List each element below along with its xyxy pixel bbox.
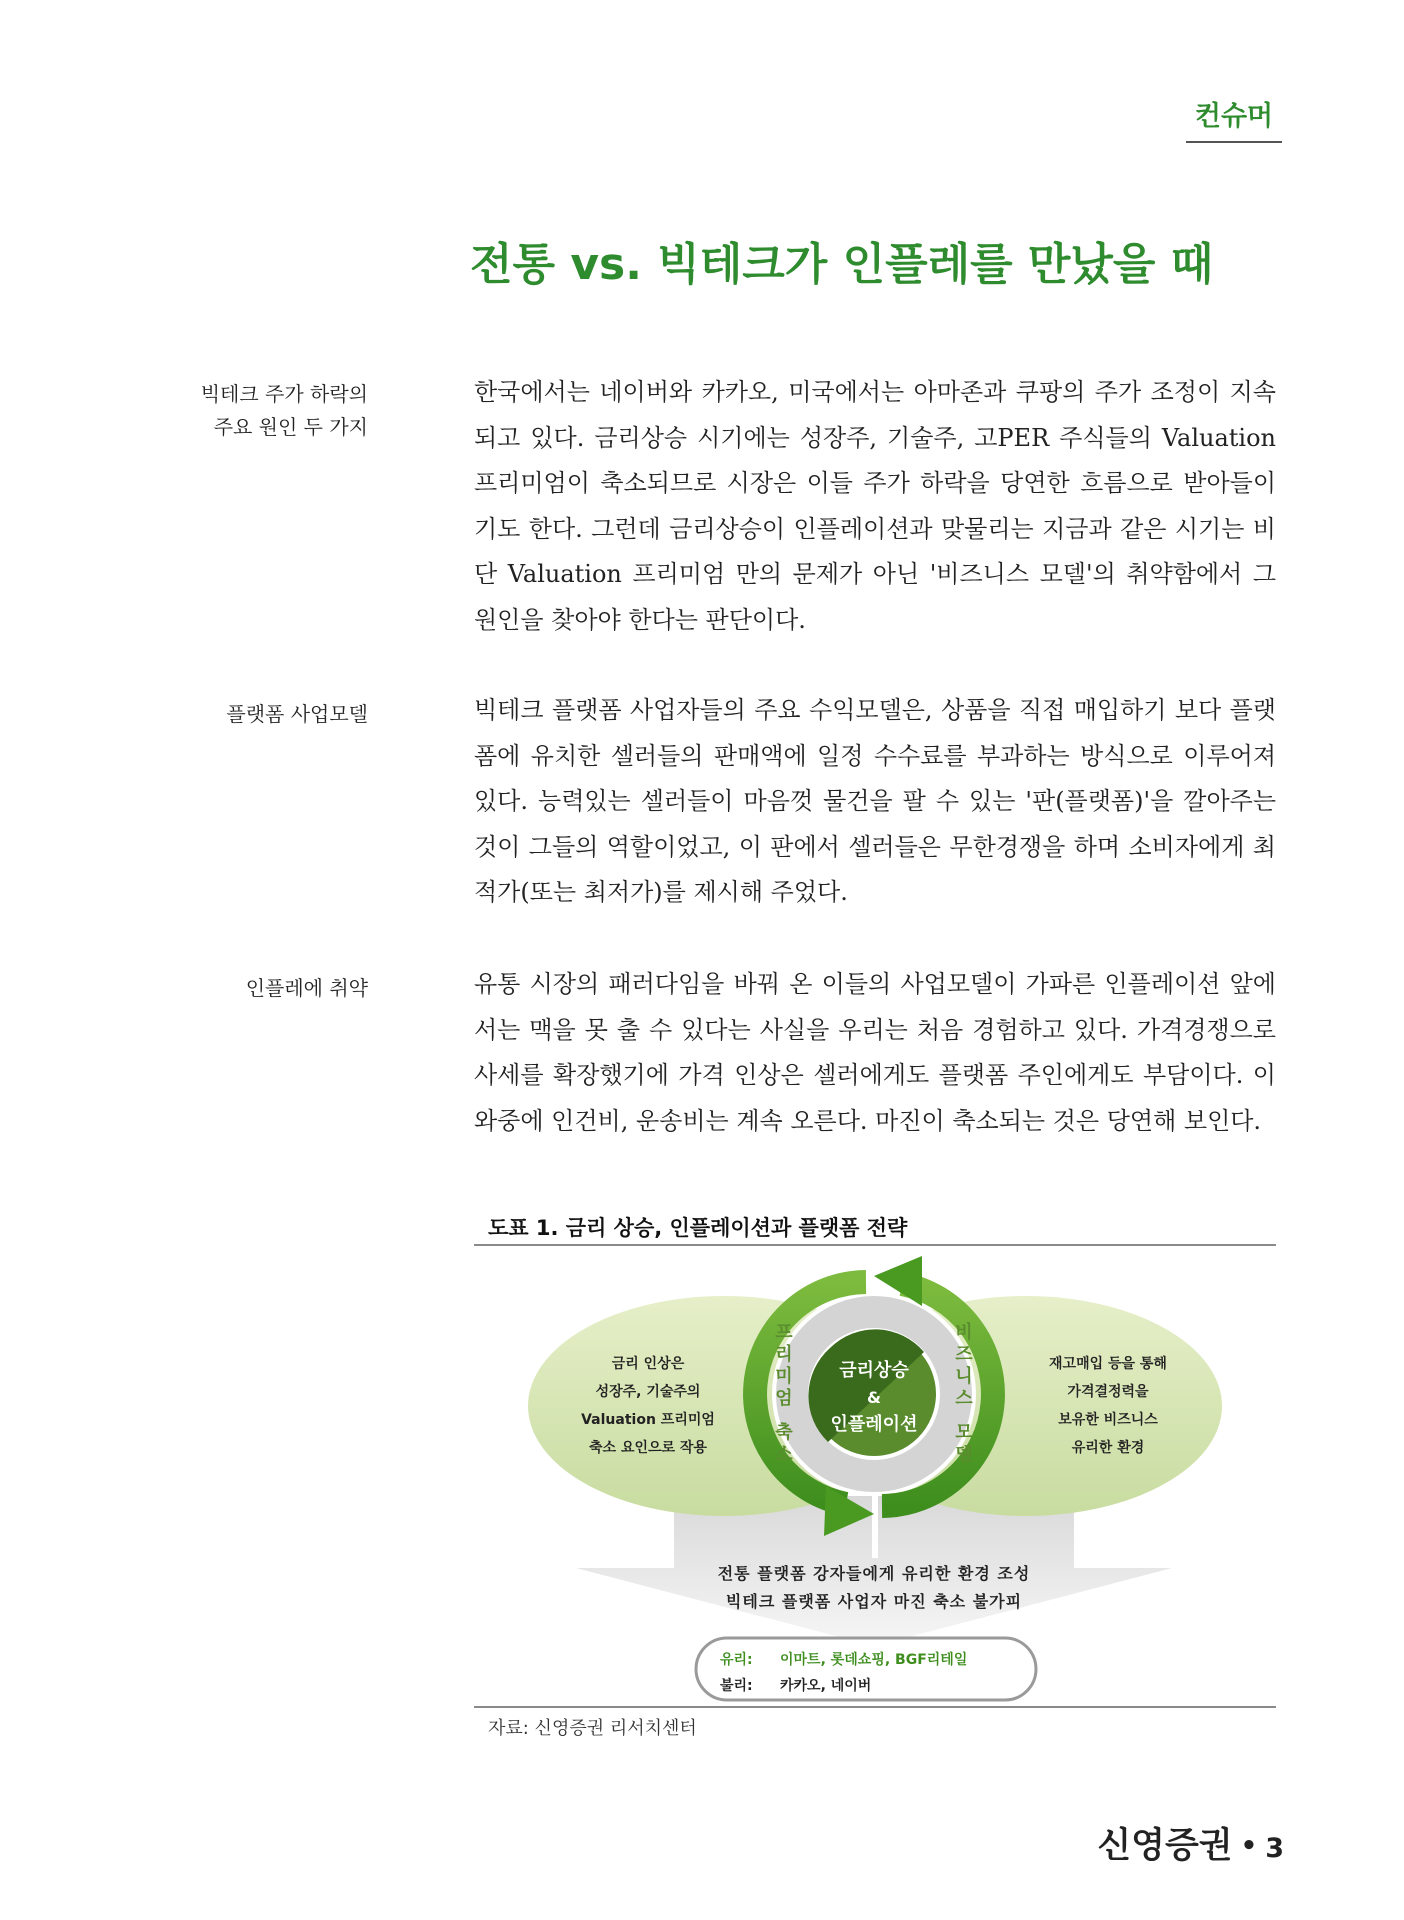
arrow-text-2: 빅테크 플랫폼 사업자 마진 축소 불가피 (725, 1592, 1023, 1611)
side-label-2 (128, 698, 368, 731)
center-text-2: & (867, 1388, 881, 1407)
svg-text:비: 비 (955, 1322, 973, 1343)
side-label-line: 주요 원인 두 가지 (213, 415, 368, 439)
svg-text:성장주, 기술주의: 성장주, 기술주의 (595, 1384, 701, 1400)
svg-text:유리한 환경: 유리한 환경 (1071, 1440, 1145, 1456)
svg-text:모: 모 (955, 1422, 973, 1443)
section-tag: 컨슈머 (1186, 94, 1282, 143)
footer-dot: • (1240, 1831, 1258, 1861)
center-text-1: 금리상승 (839, 1360, 909, 1381)
figure-title: 도표 1. 금리 상승, 인플레이션과 플랫폼 전략 (488, 1216, 908, 1240)
side-label-line: 인플레에 취약 (245, 976, 368, 1000)
svg-text:가격결정력을: 가격결정력을 (1067, 1384, 1149, 1400)
arrow-text-1: 전통 플랫폼 강자들에게 유리한 환경 조성 (717, 1564, 1031, 1583)
svg-text:리: 리 (775, 1344, 793, 1365)
pill-favorable-label: 유리: (720, 1652, 753, 1668)
side-label-3 (128, 972, 368, 1005)
footer-brand: 신영증권 (1097, 1826, 1233, 1866)
svg-text:축소 요인으로 작용: 축소 요인으로 작용 (589, 1440, 707, 1456)
pill-favorable-value: 이마트, 롯데쇼핑, BGF리테일 (780, 1652, 968, 1668)
right-arc-label (955, 1321, 973, 1465)
svg-text:즈: 즈 (955, 1344, 973, 1365)
page-title: 전통 vs. 빅테크가 인플레를 만났을 때 (470, 239, 1214, 290)
body-paragraph-1: 한국에서는 네이버와 카카오, 미국에서는 아마존과 쿠팡의 주가 조정이 지속되고 있다. 금리상승 시기에는 성장주, 기술주, 고PER 주식들의 Valuation 프리미엄이 축소되므로 시장은 이들 주가 하락을 당연한 흐름으로 받아들이기도 한다. 그런데 금리상승이 인플레이션과 맞물리는 지금과 같은 시기는 비단 Valuation 프리미엄 만의 문제가 아닌 '비즈니스 모델'의 취약함에서 그 원인을 찾아야 한다는 판단이다. (474, 378, 1276, 634)
svg-text:금리 인상은: 금리 인상은 (611, 1356, 685, 1372)
svg-text:소: 소 (775, 1444, 793, 1465)
svg-text:Valuation 프리미엄: Valuation 프리미엄 (581, 1412, 715, 1428)
footer (1097, 1818, 1284, 1868)
body-paragraph-3: 유통 시장의 패러다임을 바꿔 온 이들의 사업모델이 가파른 인플레이션 앞에서는 맥을 못 출 수 있다는 사실을 우리는 처음 경험하고 있다. 가격경쟁으로 사세를 확장했기에 가격 인상은 셀러에게도 플랫폼 주인에게도 부담이다. 이 와중에 인건비, 운송비는 계속 오른다. 마진이 축소되는 것은 당연해 보인다. (474, 970, 1276, 1135)
figure-diagram (474, 1246, 1276, 1704)
page-number: 3 (1265, 1833, 1284, 1864)
svg-text:보유한 비즈니스: 보유한 비즈니스 (1058, 1412, 1158, 1428)
svg-text:미: 미 (775, 1366, 793, 1387)
figure-source: 자료: 신영증권 리서치센터 (488, 1718, 697, 1739)
center-text-3: 인플레이션 (830, 1414, 918, 1435)
svg-text:엄: 엄 (775, 1388, 793, 1409)
left-arc-label (775, 1322, 793, 1465)
svg-text:스: 스 (955, 1388, 973, 1409)
svg-text:축: 축 (775, 1422, 793, 1443)
side-label-line: 플랫폼 사업모델 (226, 702, 368, 726)
body-paragraph-2: 빅테크 플랫폼 사업자들의 주요 수익모델은, 상품을 직접 매입하기 보다 플랫폼에 유치한 셀러들의 판매액에 일정 수수료를 부과하는 방식으로 이루어져 있다. 능력있는 셀러들이 마음껏 물건을 팔 수 있는 '판(플랫폼)'을 깔아주는 것이 그들의 역할이었고, 이 판에서 셀러들은 무한경쟁을 하며 소비자에게 최적가(또는 최저가)를 제시해 주었다. (474, 696, 1276, 906)
pill-unfavorable-label: 불리: (720, 1678, 753, 1694)
side-label-line: 빅테크 주가 하락의 (200, 382, 368, 406)
pill-unfavorable-value: 카카오, 네이버 (780, 1678, 872, 1694)
svg-text:델: 델 (955, 1444, 973, 1465)
svg-text:프: 프 (775, 1322, 793, 1343)
svg-text:니: 니 (955, 1366, 973, 1387)
side-label-1 (128, 378, 368, 444)
figure-bottom-rule (474, 1706, 1276, 1708)
svg-text:재고매입 등을 통해: 재고매입 등을 통해 (1049, 1356, 1167, 1372)
